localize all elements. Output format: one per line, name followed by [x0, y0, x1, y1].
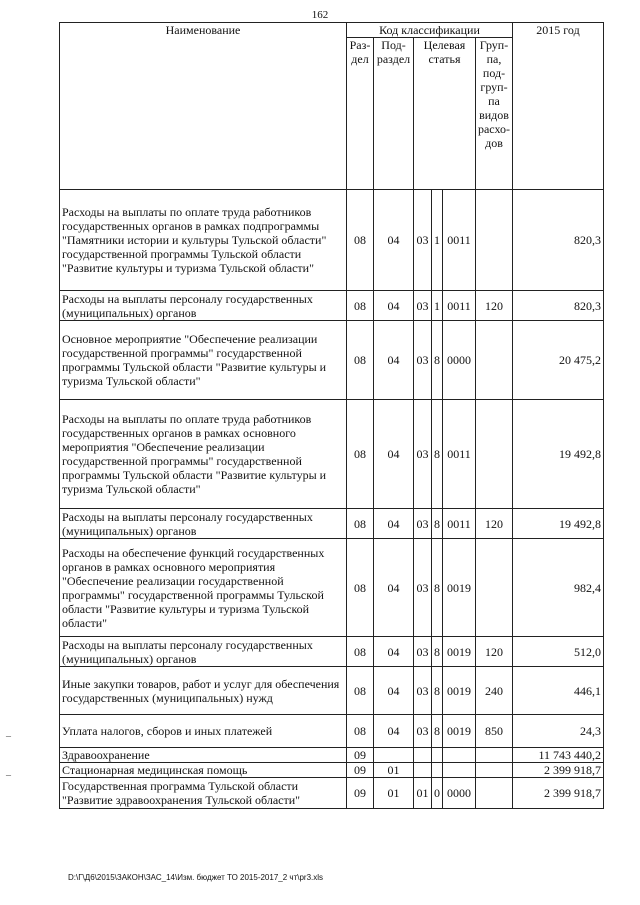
row-amount: 512,0	[513, 637, 604, 667]
row-section: 08	[347, 715, 374, 748]
row-target-program: 03	[414, 321, 432, 400]
row-amount: 11 743 440,2	[513, 748, 604, 763]
row-section: 08	[347, 667, 374, 715]
row-target-direction: 0019	[443, 715, 476, 748]
row-expense-group	[476, 539, 513, 637]
row-amount: 20 475,2	[513, 321, 604, 400]
row-target-direction: 0019	[443, 539, 476, 637]
row-subsection: 04	[374, 637, 414, 667]
row-expense-group	[476, 400, 513, 509]
row-target-subprogram: 8	[432, 509, 443, 539]
row-amount: 2 399 918,7	[513, 763, 604, 778]
row-target-subprogram: 8	[432, 637, 443, 667]
table-row	[60, 763, 604, 778]
header-expense-group: Груп- па, под- груп- па видов расхо- дов	[476, 38, 513, 190]
row-target-subprogram: 8	[432, 715, 443, 748]
row-name: Здравоохранение	[60, 748, 347, 763]
row-target-program: 03	[414, 637, 432, 667]
page-number: 162	[311, 9, 329, 21]
row-name: Иные закупки товаров, работ и услуг для обеспечения государственных (муниципальных) нужд	[60, 667, 347, 715]
row-name: Расходы на выплаты по оплате труда работников государственных органов в рамках подпрограммы "Памятники истории и культуры Тульской области" государственной программы Тульской области "Развитие культуры и туризма Тульской области"	[60, 190, 347, 291]
row-target-subprogram: 8	[432, 539, 443, 637]
row-target-direction: 0011	[443, 190, 476, 291]
row-name: Расходы на выплаты по оплате труда работников государственных органов в рамках основного мероприятия "Обеспечение реализации государственной программы" государственной программы Тульской области "Развитие культуры и туризма Тульской области"	[60, 400, 347, 509]
row-name: Расходы на обеспечение функций государственных органов в рамках основного мероприятия "Обеспечение реализации государственной программы" государственной программы Тульской области "Развитие культуры и туризма Тульской области"	[60, 539, 347, 637]
row-expense-group: 120	[476, 291, 513, 321]
table-row	[60, 321, 604, 400]
row-amount: 446,1	[513, 667, 604, 715]
row-name: Расходы на выплаты персоналу государственных (муниципальных) органов	[60, 291, 347, 321]
row-section: 08	[347, 321, 374, 400]
table-row	[60, 291, 604, 321]
table-header	[60, 23, 604, 190]
row-name: Расходы на выплаты персоналу государственных (муниципальных) органов	[60, 637, 347, 667]
row-subsection: 04	[374, 291, 414, 321]
row-target-program: 03	[414, 190, 432, 291]
row-target-subprogram: 1	[432, 291, 443, 321]
header-target-article: Целевая статья	[414, 38, 476, 190]
row-amount: 19 492,8	[513, 400, 604, 509]
row-target-direction	[443, 748, 476, 763]
row-target-subprogram: 1	[432, 190, 443, 291]
row-target-subprogram: 0	[432, 778, 443, 809]
row-target-program: 03	[414, 715, 432, 748]
row-target-program	[414, 748, 432, 763]
row-target-program: 01	[414, 778, 432, 809]
row-amount: 2 399 918,7	[513, 778, 604, 809]
row-section: 08	[347, 509, 374, 539]
row-target-direction: 0000	[443, 321, 476, 400]
row-target-program: 03	[414, 539, 432, 637]
row-amount: 19 492,8	[513, 509, 604, 539]
row-target-subprogram	[432, 748, 443, 763]
margin-mark: –	[6, 770, 11, 781]
row-amount: 820,3	[513, 190, 604, 291]
row-target-subprogram: 8	[432, 667, 443, 715]
table-row	[60, 715, 604, 748]
table-row	[60, 778, 604, 809]
row-target-program	[414, 763, 432, 778]
row-subsection: 04	[374, 667, 414, 715]
row-target-subprogram: 8	[432, 321, 443, 400]
row-target-direction	[443, 763, 476, 778]
row-subsection: 01	[374, 763, 414, 778]
row-name: Стационарная медицинская помощь	[60, 763, 347, 778]
row-subsection: 04	[374, 321, 414, 400]
header-year: 2015 год	[513, 23, 604, 190]
row-expense-group	[476, 321, 513, 400]
row-subsection: 01	[374, 778, 414, 809]
row-section: 09	[347, 763, 374, 778]
header-code: Код классификации	[347, 23, 513, 38]
header-name: Наименование	[60, 23, 347, 190]
row-subsection: 04	[374, 715, 414, 748]
table-row	[60, 400, 604, 509]
row-section: 08	[347, 190, 374, 291]
row-expense-group: 120	[476, 637, 513, 667]
table-row	[60, 190, 604, 291]
row-section: 09	[347, 748, 374, 763]
row-amount: 24,3	[513, 715, 604, 748]
row-target-direction: 0019	[443, 667, 476, 715]
table-body	[60, 190, 604, 809]
row-section: 08	[347, 539, 374, 637]
row-amount: 982,4	[513, 539, 604, 637]
row-section: 09	[347, 778, 374, 809]
row-target-direction: 0019	[443, 637, 476, 667]
row-section: 08	[347, 637, 374, 667]
row-section: 08	[347, 291, 374, 321]
row-name: Расходы на выплаты персоналу государственных (муниципальных) органов	[60, 509, 347, 539]
row-target-program: 03	[414, 667, 432, 715]
row-expense-group	[476, 190, 513, 291]
table-row	[60, 667, 604, 715]
row-target-subprogram	[432, 763, 443, 778]
row-expense-group: 850	[476, 715, 513, 748]
row-target-program: 03	[414, 509, 432, 539]
row-expense-group: 240	[476, 667, 513, 715]
row-target-direction: 0011	[443, 509, 476, 539]
row-amount: 820,3	[513, 291, 604, 321]
table-row	[60, 509, 604, 539]
row-subsection: 04	[374, 509, 414, 539]
margin-mark: –	[6, 731, 11, 742]
row-expense-group	[476, 778, 513, 809]
row-name: Уплата налогов, сборов и иных платежей	[60, 715, 347, 748]
budget-table	[59, 22, 604, 809]
table-row	[60, 637, 604, 667]
table-row	[60, 748, 604, 763]
header-section: Раз- дел	[347, 38, 374, 190]
row-subsection: 04	[374, 539, 414, 637]
row-name: Государственная программа Тульской области "Развитие здравоохранения Тульской области"	[60, 778, 347, 809]
row-subsection	[374, 748, 414, 763]
row-target-subprogram: 8	[432, 400, 443, 509]
file-path-footer: D:\Г\Д6\2015\ЗАКОН\ЗАС_14\Изм. бюджет ТО 2015-2017_2 чт\pr3.xls	[68, 873, 324, 882]
header-subsection: Под- раздел	[374, 38, 414, 190]
row-subsection: 04	[374, 190, 414, 291]
row-expense-group: 120	[476, 509, 513, 539]
row-target-direction: 0011	[443, 291, 476, 321]
row-name: Основное мероприятие "Обеспечение реализации государственной программы" государственной программы Тульской области "Развитие культуры и туризма Тульской области"	[60, 321, 347, 400]
row-expense-group	[476, 748, 513, 763]
row-expense-group	[476, 763, 513, 778]
table-row	[60, 539, 604, 637]
row-target-direction: 0011	[443, 400, 476, 509]
row-section: 08	[347, 400, 374, 509]
row-target-program: 03	[414, 291, 432, 321]
row-subsection: 04	[374, 400, 414, 509]
row-target-direction: 0000	[443, 778, 476, 809]
row-target-program: 03	[414, 400, 432, 509]
